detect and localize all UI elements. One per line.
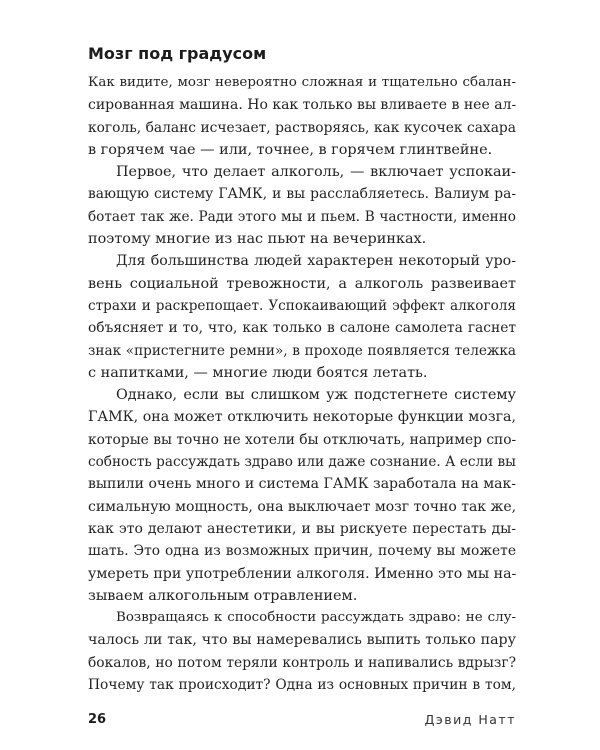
text-line: знак «пристегните ремни», в проходе появляется тележка [88,342,516,359]
text-line: Первое, что делает алкоголь, — включает успокаи- [116,164,516,181]
text-line: Почему так происходит? Одна из основных причин в том, [88,677,516,694]
body-text [88,72,516,696]
text-line: коголь, баланс исчезает, растворяясь, как кусочек сахара [88,119,516,136]
text-line: объясняет и то, что, как только в салоне самолета гаснет [88,320,516,337]
text-line: выпили очень много и система ГАМК заработала на мак- [88,476,516,493]
text-line: поэтому многие из нас пьют на вечеринках. [88,231,427,248]
text-line: Возвращаясь к способности рассуждать здраво: не слу- [116,610,516,626]
text-line: зываем алкогольным отравлением. [88,587,358,604]
text-line: страхи и раскрепощает. Успокаивающий эффект алкоголя [88,297,516,314]
text-line: симальную мощность, она выключает мозг точно так же, [88,498,517,515]
text-line: собность рассуждать здраво или даже сознание. А если вы [88,454,516,471]
paragraph [88,72,516,161]
text-line: Как видите, мозг невероятно сложная и тщательно сбалан- [88,75,516,90]
running-header: Мозг под градусом [88,44,267,63]
page-number: 26 [88,712,107,727]
text-line: чалось ли так, что вы намеревались выпить только пару [88,632,516,649]
text-line: ботает так же. Ради этого мы и пьем. В частности, именно [88,208,516,225]
text-line: ГАМК, она может отключить некоторые функции мозга, [88,409,516,426]
text-line: в горячем чае — или, точнее, в горячем глинтвейне. [88,141,493,158]
text-line: как это делают анестетики, и вы рискуете перестать ды- [88,520,516,537]
text-line: Однако, если вы слишком уж подстегнете систему [116,387,516,404]
text-line: умереть при употреблении алкоголя. Именно это мы на- [88,565,517,582]
paragraph [88,384,516,607]
paragraph [88,250,516,384]
text-line: бокалов, но потом теряли контроль и напивались вдрызг? [88,654,516,671]
text-line: вень социальной тревожности, а алкоголь развеивает [88,275,516,292]
text-line: Для большинства людей характерен некоторый уро- [116,253,516,270]
paragraph [88,607,516,696]
text-line: с напитками, — многие люди боятся летать. [88,364,428,381]
text-line: которые вы точно не хотели бы отключать, например спо- [88,431,517,448]
text-line: вающую систему ГАМК, и вы расслабляетесь. Валиум ра- [88,186,516,203]
text-line: шать. Это одна из возможных причин, почему вы можете [88,543,516,560]
text-line: сированная машина. Но как только вы вливаете в нее ал- [88,97,517,114]
running-footer-author: Дэвид Натт [424,712,516,727]
paragraph [88,161,516,250]
